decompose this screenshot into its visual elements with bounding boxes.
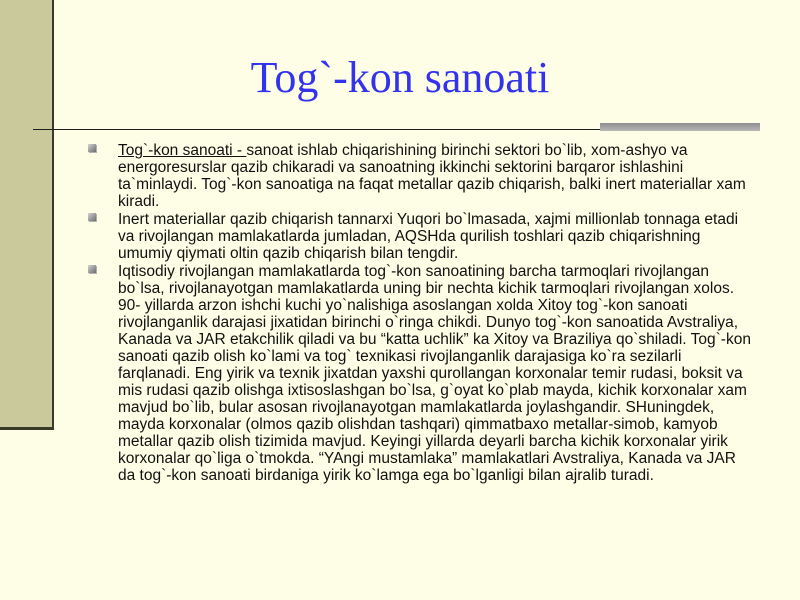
bullet-item-world-industry (86, 263, 754, 484)
slide-title (0, 52, 800, 104)
square-bullet-icon (88, 265, 96, 273)
square-bullet-icon (88, 144, 96, 152)
bullet-list (86, 142, 754, 485)
bullet-text: Inert materiallar qazib chiqarish tannarxi Yuqori bo`lmasada, xajmi millionlab tonnaga etadi va rivojlangan mamlakatlarda jumladan, AQSHda qurilish toshlari qazib chiqarishning umumiy qiymati oltin qazib chiqarish bilan tengdir. (118, 211, 739, 262)
title-divider-accent-bar (600, 123, 760, 131)
slide-title-text: Tog`-kon sanoati (250, 53, 550, 102)
bullet-text: Iqtisodiy rivojlangan mamlakatlarda tog`-kon sanoatining barcha tarmoqlari rivojlangan bo`lsa, rivojlanayotgan mamlakatlarda uning bir nechta kichik tarmoqlari rivojlangan xolos. 90- yillarda arzon ishchi kuchi yo`nalishiga asoslangan xolda Xitoy tog`-kon sanoati rivojlanganlik darajasi jixatidan birinchi o`ringa chikdi. Dunyo tog`-kon sanoatida Avstraliya, Kanada va JAR etakchilik qiladi va bu “katta uchlik” ka Xitoy va Braziliya qo`shiladi. Tog`-kon sanoati qazib olish ko`lami va tog` texnikasi rivojlanganlik darajasiga ko`ra sezilarli farqlanadi. Eng yirik va texnik jixatdan yaxshi qurollangan korxonalar temir rudasi, boksit va mis rudasi qazib olishga ixtisoslashgan bo`lsa, g`oyat ko`plab mayda, kichik korxonalar xam mavjud bo`lib, bular asosan rivojlanayotgan mamlakatlarda joylashgandir. SHuningdek, mayda korxonalar (olmos qazib olishdan tashqari) qimmatbaxo metallar-simob, kamyob metallar qazib olish tizimida mavjud. Keyingi yillarda deyarli barcha kichik korxonalar yirik korxonalar qo`liga o`tmokda. “YAngi mustamlaka” mamlakatlari Avstraliya, Kanada va JAR da tog`-kon sanoati birdaniga yirik ko`lamga ega bo`lganligi bilan ajralib turadi. (118, 263, 751, 484)
bullet-text: sanoat ishlab chiqarishining birinchi sektori bo`lib, xom-ashyo va energoresurslar qazib chikaradi va sanoatning ikkinchi sektorini barqaror ishlashini ta`minlaydi. Tog`-kon sanoatiga na faqat metallar qazib chiqarish, balki inert materiallar xam kiradi. (118, 142, 746, 210)
bullet-item-inert-materials (86, 211, 754, 262)
square-bullet-icon (88, 213, 96, 221)
bullet-lead-term: Tog`-kon sanoati - (118, 142, 247, 159)
bullet-item-definition (86, 142, 754, 210)
